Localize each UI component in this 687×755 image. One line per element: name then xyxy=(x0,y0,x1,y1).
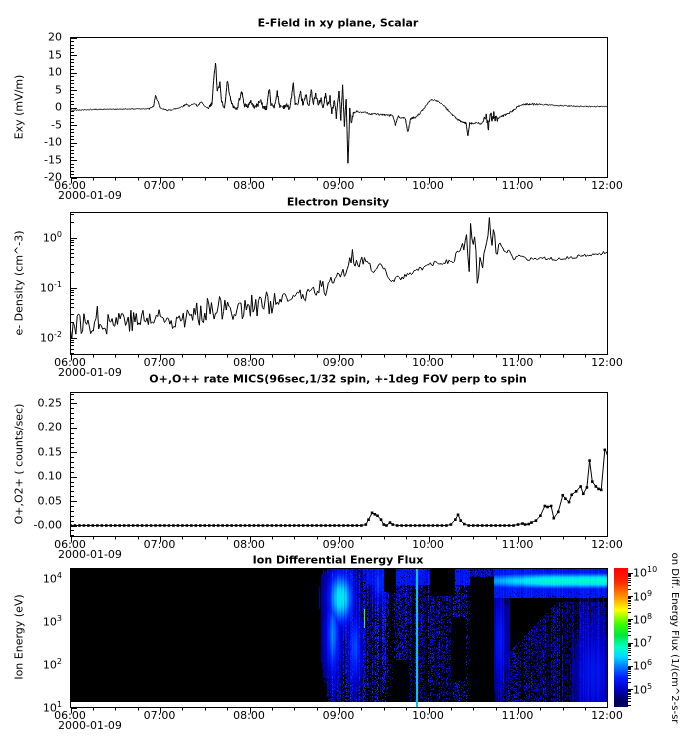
y-tick-label: 10 xyxy=(48,65,62,79)
y-tick-label: -10 xyxy=(44,135,62,149)
x-tick-label: 12:00 xyxy=(591,538,623,551)
y-tick-label: 0.25 xyxy=(37,396,62,410)
panel-orate-date: 2000-01-09 xyxy=(58,548,122,561)
colorbar-canvas xyxy=(614,568,634,707)
x-tick-label: 11:00 xyxy=(501,709,534,722)
spectrogram-canvas xyxy=(70,568,608,716)
x-tick-label: 10:00 xyxy=(412,356,444,369)
orate-plot-canvas xyxy=(70,392,608,544)
y-tick-label: 0 xyxy=(55,100,62,114)
panel-spectrogram-title: Ion Differential Energy Flux xyxy=(252,553,424,567)
x-tick-label: 08:00 xyxy=(233,538,265,551)
y-tick-label: $10^3$ xyxy=(42,613,62,629)
colorbar-tick-label: $10^7$ xyxy=(633,635,653,650)
x-tick-label: 07:00 xyxy=(143,709,176,722)
panel-density-title: Electron Density xyxy=(286,195,390,209)
y-tick-label: $10^{-1}$ xyxy=(40,279,62,295)
panel-density-date: 2000-01-09 xyxy=(58,366,122,379)
x-tick-label: 12:00 xyxy=(591,179,623,192)
colorbar-tick-label: $10^6$ xyxy=(633,658,653,674)
y-tick-label: -15 xyxy=(44,153,62,166)
panel-efield-title: E-Field in xy plane, Scalar xyxy=(257,16,419,30)
colorbar-tick-label: $10^5$ xyxy=(633,681,653,697)
panel-spectrogram-date: 2000-01-09 xyxy=(58,719,122,732)
y-tick-label: $10^2$ xyxy=(42,656,62,672)
y-tick-label: -5 xyxy=(51,118,62,131)
x-tick-label: 11:00 xyxy=(501,356,534,369)
x-tick-label: 11:00 xyxy=(501,538,534,551)
x-tick-label: 06:00 xyxy=(54,538,86,551)
x-tick-label: 10:00 xyxy=(412,709,444,722)
panel-orate-ylabel: O+,O2+ ( counts/sec) xyxy=(12,403,26,525)
x-tick-label: 08:00 xyxy=(233,179,265,192)
x-tick-label: 12:00 xyxy=(591,709,623,722)
y-tick-label: 0.05 xyxy=(37,494,62,508)
x-tick-label: 07:00 xyxy=(143,356,176,369)
colorbar-tick-label: $10^9$ xyxy=(633,588,653,604)
y-tick-label: $10^1$ xyxy=(42,699,62,715)
x-tick-label: 07:00 xyxy=(143,179,176,192)
efield-plot-canvas xyxy=(70,37,608,185)
y-tick-label: $10^4$ xyxy=(42,570,62,586)
x-tick-label: 07:00 xyxy=(143,538,176,551)
y-tick-label: 20 xyxy=(48,30,62,44)
x-tick-label: 08:00 xyxy=(233,709,265,722)
panel-orate-title: O+,O++ rate MICS(96sec,1/32 spin, +-1deg FOV perp to spin xyxy=(149,372,527,386)
colorbar-tick-label: $10^8$ xyxy=(633,611,653,627)
y-tick-label: 0.20 xyxy=(37,420,62,434)
x-tick-label: 09:00 xyxy=(322,538,355,551)
y-tick-label: 15 xyxy=(48,48,62,61)
panel-efield-ylabel: Exy (mV/m) xyxy=(12,74,26,140)
panel-efield-date: 2000-01-09 xyxy=(58,189,122,202)
y-tick-label: $10^{-2}$ xyxy=(40,329,62,345)
y-tick-label: 0.10 xyxy=(37,469,62,483)
x-tick-label: 09:00 xyxy=(322,356,355,369)
colorbar-tick-label: $10^{10}$ xyxy=(633,565,658,580)
y-tick-label: 0.15 xyxy=(37,445,62,459)
x-tick-label: 10:00 xyxy=(412,538,444,551)
x-tick-label: 08:00 xyxy=(233,356,265,369)
y-tick-label: -0.00 xyxy=(33,518,62,532)
colorbar-unit-label: on Diff. Energy Flux (1/(cm^2-s-sr xyxy=(669,552,680,724)
x-tick-label: 06:00 xyxy=(54,179,86,192)
y-tick-label: $10^0$ xyxy=(42,229,62,245)
x-tick-label: 06:00 xyxy=(54,709,86,722)
density-plot-canvas xyxy=(70,212,608,362)
panel-density-ylabel: e- Density (cm^-3) xyxy=(12,230,26,336)
x-tick-label: 09:00 xyxy=(322,709,355,722)
x-tick-label: 11:00 xyxy=(501,179,534,192)
y-tick-label: 5 xyxy=(55,83,62,96)
x-tick-label: 06:00 xyxy=(54,356,86,369)
y-tick-label: -20 xyxy=(44,170,62,184)
panel-spectrogram-ylabel: Ion Energy (eV) xyxy=(12,594,26,680)
x-tick-label: 10:00 xyxy=(412,179,444,192)
x-tick-label: 12:00 xyxy=(591,356,623,369)
x-tick-label: 09:00 xyxy=(322,179,355,192)
